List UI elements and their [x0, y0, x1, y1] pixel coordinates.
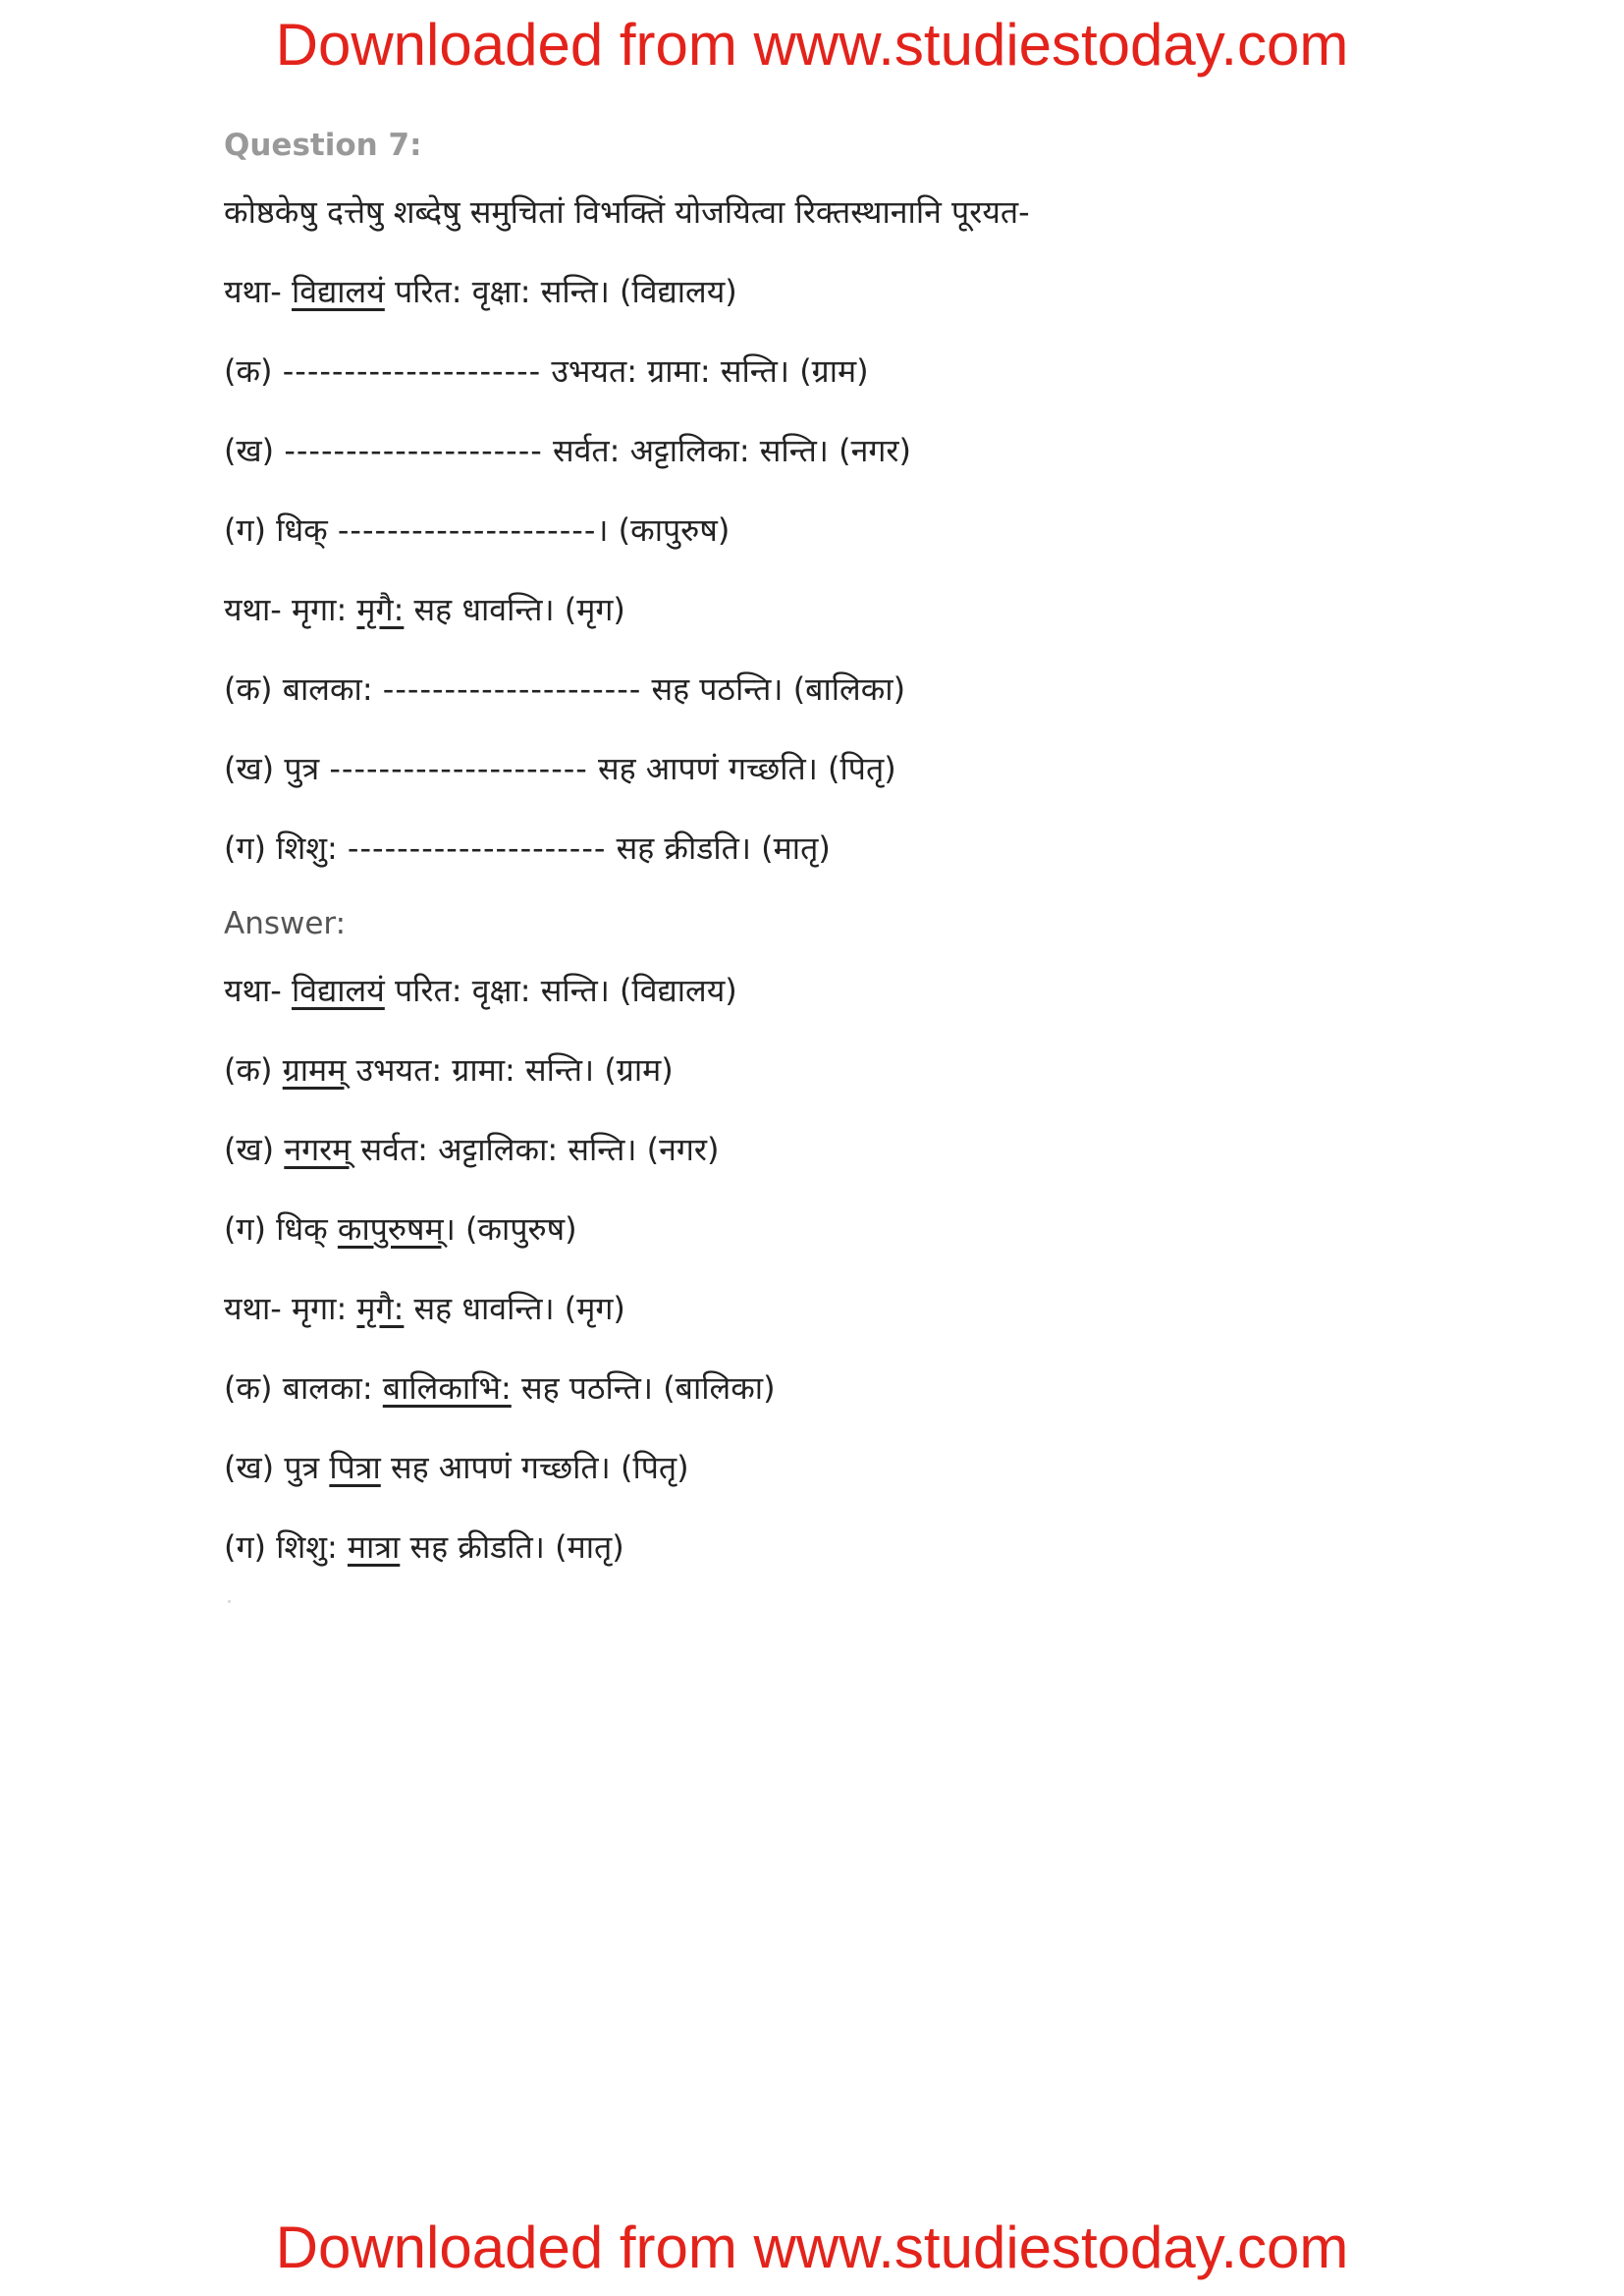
question-instruction: कोष्ठकेषु दत्तेषु शब्देषु समुचितां विभक्तिं योजयित्वा रिक्तस्थानानि पूरयत-	[224, 193, 1030, 231]
fill-in-blank: ---------------------	[337, 511, 597, 549]
line-suffix: सर्वत: अट्टालिका: सन्ति। (नगर)	[351, 1131, 720, 1168]
stray-mark	[228, 1600, 231, 1603]
example-answer: मृगै:	[356, 591, 405, 628]
line-prefix: (ख)	[224, 1131, 285, 1168]
question-line-ka-1	[224, 347, 1500, 395]
question-line-ga-2	[224, 825, 1500, 872]
line-prefix: (क) बालका:	[224, 670, 383, 708]
answer-word: मृगै:	[356, 1290, 405, 1327]
line-suffix: सह आपणं गच्छति। (पितृ)	[587, 750, 896, 787]
line-suffix: । (कापुरुष)	[596, 511, 731, 549]
question-line-example-1	[224, 268, 1500, 315]
answer-line-kha-2	[224, 1444, 1500, 1491]
answer-line-example-2	[224, 1285, 1500, 1332]
fill-in-blank: ---------------------	[347, 829, 607, 867]
answer-word: नगरम्	[284, 1131, 352, 1168]
line-suffix: सह क्रीडति। (मातृ)	[400, 1528, 624, 1566]
fill-in-blank: ---------------------	[329, 750, 588, 787]
example-answer: विद्यालयं	[292, 273, 385, 310]
answer-line-ka-2	[224, 1364, 1500, 1412]
fill-in-blank: ---------------------	[382, 670, 642, 708]
question-line-kha-1	[224, 427, 1500, 474]
line-suffix: सह धावन्ति। (मृग)	[404, 591, 625, 628]
line-prefix: यथा-	[224, 972, 293, 1009]
line-prefix: यथा- मृगा:	[224, 1290, 357, 1327]
line-prefix: (क)	[224, 352, 283, 390]
line-prefix: (ग) शिशु:	[224, 1528, 348, 1566]
line-prefix: यथा-	[224, 273, 293, 310]
line-suffix: उभयत: ग्रामा: सन्ति। (ग्राम)	[346, 1051, 674, 1089]
worksheet-content	[224, 126, 1500, 1603]
line-prefix: (क) बालका:	[224, 1369, 383, 1407]
question-line-ga-1	[224, 507, 1500, 554]
answer-line-example-1	[224, 967, 1500, 1014]
fill-in-blank: ---------------------	[282, 352, 542, 390]
line-prefix: (ख) पुत्र	[224, 1449, 330, 1486]
line-suffix: परित: वृक्षा: सन्ति। (विद्यालय)	[384, 273, 737, 310]
line-suffix: सर्वत: अट्टालिका: सन्ति। (नगर)	[542, 432, 911, 469]
answer-line-ga-2	[224, 1523, 1500, 1571]
line-prefix: (ग) धिक्	[224, 511, 338, 549]
question-line-kha-2	[224, 745, 1500, 792]
fill-in-blank: ---------------------	[284, 432, 543, 469]
line-prefix: (ख) पुत्र	[224, 750, 330, 787]
answer-line-ga-1	[224, 1205, 1500, 1253]
line-suffix: उभयत: ग्रामा: सन्ति। (ग्राम)	[541, 352, 869, 390]
line-prefix: (ग) धिक्	[224, 1210, 338, 1248]
answer-heading: Answer:	[224, 906, 347, 941]
download-banner-top: Downloaded from www.studiestoday.com	[275, 12, 1349, 78]
answer-word: पित्रा	[329, 1449, 381, 1486]
line-suffix: परित: वृक्षा: सन्ति। (विद्यालय)	[384, 972, 737, 1009]
line-suffix: सह क्रीडति। (मातृ)	[606, 829, 831, 867]
answer-word: बालिकाभि:	[382, 1369, 512, 1407]
answer-word: मात्रा	[347, 1528, 401, 1566]
download-banner-bottom: Downloaded from www.studiestoday.com	[275, 2215, 1349, 2280]
answer-word: कापुरुषम्	[337, 1210, 444, 1248]
answer-line-kha-1	[224, 1126, 1500, 1173]
question-line-example-2	[224, 586, 1500, 633]
answer-line-ka-1	[224, 1046, 1500, 1094]
line-suffix: । (कापुरुष)	[443, 1210, 577, 1248]
line-prefix: यथा- मृगा:	[224, 591, 357, 628]
question-line-ka-2	[224, 666, 1500, 713]
line-suffix: सह धावन्ति। (मृग)	[404, 1290, 625, 1327]
answer-word: विद्यालयं	[292, 972, 385, 1009]
line-prefix: (ख)	[224, 432, 285, 469]
line-prefix: (ग) शिशु:	[224, 829, 348, 867]
line-suffix: सह पठन्ति। (बालिका)	[511, 1369, 776, 1407]
line-suffix: सह आपणं गच्छति। (पितृ)	[380, 1449, 689, 1486]
line-prefix: (क)	[224, 1051, 283, 1089]
line-suffix: सह पठन्ति। (बालिका)	[641, 670, 906, 708]
answer-word: ग्रामम्	[282, 1051, 347, 1089]
question-heading: Question 7:	[224, 128, 422, 163]
